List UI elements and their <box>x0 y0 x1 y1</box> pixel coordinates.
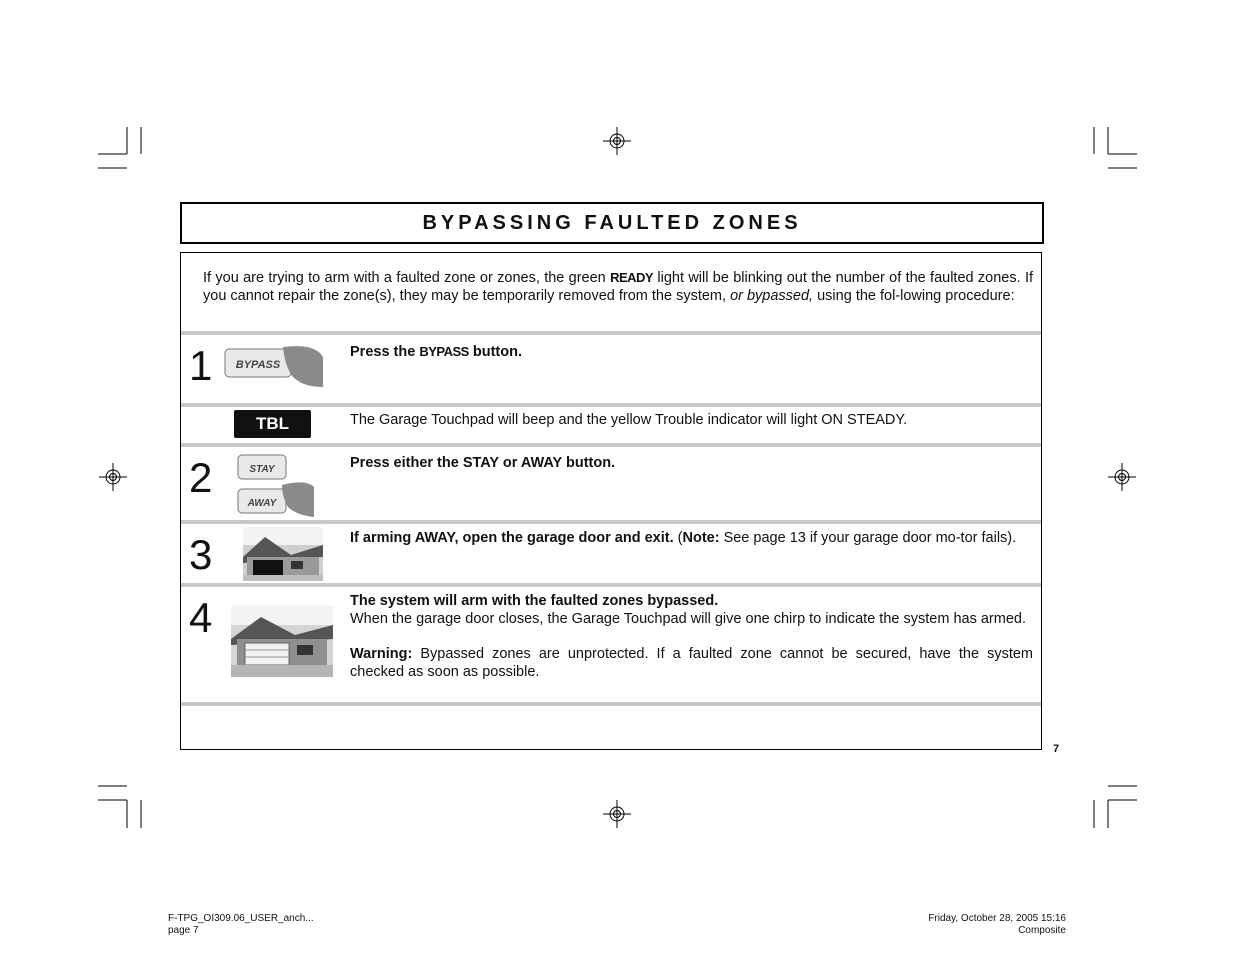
step-number: 3 <box>189 531 213 578</box>
intro-text-3: using the fol-lowing procedure: <box>813 287 1015 304</box>
intro-text-1: If you are trying to arm with a faulted zone or zones, the green <box>203 270 611 286</box>
step-number: 4 <box>189 594 213 641</box>
bypass-keyword: BYPASS <box>419 344 469 359</box>
intro-text-2: light will be blinking out the number of the faulted zones. If you cannot repair the zone(s), they may be temporarily removed from the system, <box>203 270 1034 304</box>
bypass-button-image <box>223 345 325 387</box>
stay-key-label: STAY <box>249 464 275 475</box>
away-key-label: AWAY <box>247 498 277 509</box>
step-2-row <box>181 447 1041 519</box>
step-1-post: button. <box>468 344 522 360</box>
step-1-row <box>181 335 1041 403</box>
step-4-text <box>350 593 1033 681</box>
garage-door-closed-image <box>231 605 333 677</box>
step-1-pre: Press the <box>350 344 420 360</box>
trouble-indicator-text: The Garage Touchpad will beep and the yellow Trouble indicator will light ON STEADY. <box>350 412 908 428</box>
step-3-paren: ( <box>673 530 683 546</box>
step-3-bold: If arming AWAY, open the garage door and exit. <box>350 530 674 546</box>
footer-date: Friday, October 28, 2005 15:16 <box>928 913 1066 924</box>
step-3-text <box>350 530 1033 548</box>
warning-paragraph <box>350 646 1033 681</box>
page-title: BYPASSING FAULTED ZONES <box>180 202 1044 244</box>
page-number: 7 <box>1053 743 1060 755</box>
ready-keyword: READY <box>610 270 654 285</box>
footer-mode: Composite <box>1018 925 1066 936</box>
footer-right <box>928 913 1066 937</box>
procedure-box <box>180 252 1042 750</box>
trouble-indicator-row <box>181 407 1041 443</box>
stay-away-buttons-image <box>236 453 316 517</box>
bypass-key-label: BYPASS <box>235 359 281 371</box>
step-3-note-text: See page 13 if your garage door mo-tor fails). <box>719 530 1017 546</box>
intro-italic: or bypassed, <box>730 287 814 304</box>
tbl-indicator-badge: TBL <box>234 410 311 438</box>
step-1-text <box>350 343 1033 362</box>
warning-label: Warning: <box>350 646 413 662</box>
step-3-row <box>181 524 1041 583</box>
note-label: Note: <box>682 530 720 546</box>
warning-text: Bypassed zones are unprotected. If a faulted zone cannot be secured, have the system checked as soon as possible. <box>350 646 1033 680</box>
step-4-row <box>181 587 1041 701</box>
step-2-text: Press either the STAY or AWAY button. <box>350 455 616 471</box>
row-separator <box>181 702 1041 706</box>
footer-page: page 7 <box>168 925 199 936</box>
footer-left <box>168 913 314 937</box>
step-number: 1 <box>189 342 213 389</box>
step-4-bold: The system will arm with the faulted zones bypassed. <box>350 593 719 609</box>
step-4-description: When the garage door closes, the Garage Touchpad will give one chirp to indicate the system has armed. <box>350 610 1026 627</box>
footer-filename: F-TPG_OI309.06_USER_anch... <box>168 913 314 924</box>
intro-paragraph <box>203 269 1033 305</box>
step-number: 2 <box>189 454 213 501</box>
garage-door-open-image <box>243 527 323 581</box>
